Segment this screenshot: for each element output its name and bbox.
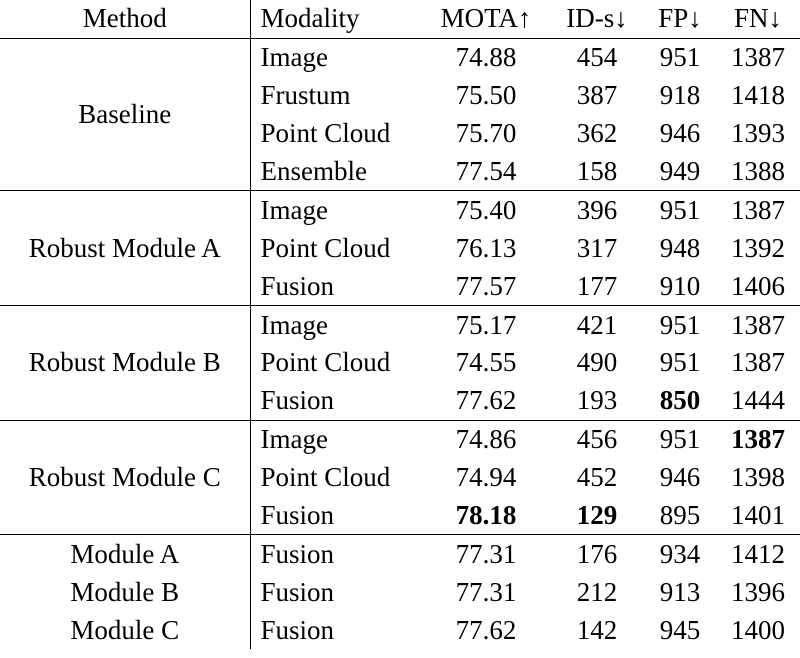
mota-cell: 74.88 [455, 42, 517, 73]
method-cell: Robust Module C [0, 420, 250, 535]
fp-cell: 945 [659, 614, 701, 645]
header-ids: ID-s↓ [566, 3, 628, 34]
mota-cell: 77.57 [455, 270, 517, 301]
fn-cell: 1401 [731, 500, 785, 531]
fp-cell: 951 [659, 309, 701, 340]
ids-cell: 396 [576, 194, 618, 225]
ids-cell: 142 [576, 614, 618, 645]
fp-cell: 949 [659, 156, 701, 186]
mota-cell: 75.70 [455, 118, 517, 149]
fp-cell: 951 [659, 424, 701, 455]
table-row [0, 306, 800, 344]
mota-cell: 77.31 [455, 576, 517, 607]
fn-cell: 1387 [731, 347, 785, 378]
table-row [0, 535, 800, 573]
ids-cell: 452 [576, 462, 618, 493]
ids-cell: 158 [576, 156, 618, 186]
table-row [0, 191, 800, 229]
ids-cell: 193 [576, 385, 618, 416]
mota-cell: 74.55 [455, 347, 517, 378]
fp-cell: 951 [659, 194, 701, 225]
group-modules [0, 535, 800, 649]
fp-cell: 951 [659, 347, 701, 378]
modality-cell: Frustum [260, 80, 351, 111]
fn-cell: 1388 [731, 156, 785, 186]
fn-cell-best: 1387 [731, 424, 785, 455]
ids-cell: 212 [576, 576, 618, 607]
modality-cell: Fusion [260, 614, 335, 645]
modality-cell: Point Cloud [260, 232, 391, 263]
fp-cell: 895 [659, 500, 701, 531]
modality-cell: Fusion [260, 270, 335, 301]
mota-cell: 75.50 [455, 80, 517, 111]
header-method: Method [0, 0, 250, 38]
group-robust-module-b [0, 306, 800, 421]
fp-cell: 934 [659, 538, 701, 569]
mota-cell: 75.17 [455, 309, 517, 340]
fp-cell: 918 [659, 80, 701, 111]
ids-cell: 176 [576, 538, 618, 569]
modality-cell: Fusion [260, 538, 335, 569]
ids-cell: 177 [576, 270, 618, 301]
ids-cell-best: 129 [576, 500, 618, 531]
fn-cell: 1387 [731, 194, 785, 225]
modality-cell: Point Cloud [260, 118, 391, 149]
modality-cell: Fusion [260, 500, 335, 531]
modality-cell: Image [260, 424, 328, 455]
fn-cell: 1396 [731, 576, 785, 607]
mota-cell: 75.40 [455, 194, 517, 225]
fp-cell: 910 [659, 270, 701, 301]
method-cell: Robust Module A [0, 191, 250, 306]
table-row [0, 420, 800, 458]
table-row [0, 38, 800, 76]
modality-cell: Point Cloud [260, 347, 391, 378]
group-robust-module-a [0, 191, 800, 306]
header-mota: MOTA↑ [440, 3, 532, 34]
fp-cell: 951 [659, 42, 701, 73]
fp-cell: 946 [659, 118, 701, 149]
mota-cell: 77.62 [455, 385, 517, 416]
modality-cell: Image [260, 42, 328, 73]
fn-cell: 1398 [731, 462, 785, 493]
table-row [0, 611, 800, 649]
mota-cell: 77.54 [455, 156, 517, 186]
fp-cell: 946 [659, 462, 701, 493]
fp-cell: 948 [659, 232, 701, 263]
method-cell: Module A [0, 535, 250, 573]
header-modality: Modality [260, 3, 360, 34]
fn-cell: 1412 [731, 538, 785, 569]
group-robust-module-c [0, 420, 800, 535]
modality-cell: Ensemble [260, 156, 367, 186]
fp-cell-best: 850 [659, 385, 701, 416]
ids-cell: 456 [576, 424, 618, 455]
modality-cell: Fusion [260, 576, 335, 607]
fp-cell: 913 [659, 576, 701, 607]
fn-cell: 1406 [731, 270, 785, 301]
fn-cell: 1387 [731, 42, 785, 73]
mota-cell: 77.62 [455, 614, 517, 645]
mota-cell: 74.86 [455, 424, 517, 455]
ids-cell: 490 [576, 347, 618, 378]
mota-cell-best: 78.18 [455, 500, 517, 531]
fn-cell: 1418 [731, 80, 785, 111]
ids-cell: 317 [576, 232, 618, 263]
modality-cell: Image [260, 194, 328, 225]
fn-cell: 1400 [731, 614, 785, 645]
header-fp: FP↓ [658, 3, 702, 34]
table-row [0, 573, 800, 611]
modality-cell: Point Cloud [260, 462, 391, 493]
fn-cell: 1387 [731, 309, 785, 340]
method-cell: Robust Module B [0, 306, 250, 421]
ids-cell: 421 [576, 309, 618, 340]
fn-cell: 1393 [731, 118, 785, 149]
method-cell: Module B [0, 573, 250, 611]
header-fn: FN↓ [733, 3, 782, 34]
ids-cell: 362 [576, 118, 618, 149]
method-cell: Baseline [0, 38, 250, 191]
ids-cell: 387 [576, 80, 618, 111]
fn-cell: 1444 [731, 385, 785, 416]
modality-cell: Fusion [260, 385, 335, 416]
table-header [0, 0, 800, 38]
mota-cell: 77.31 [455, 538, 517, 569]
mota-cell: 74.94 [455, 462, 517, 493]
mota-cell: 76.13 [455, 232, 517, 263]
fn-cell: 1392 [731, 232, 785, 263]
method-cell: Module C [0, 611, 250, 649]
header-row [0, 0, 800, 38]
ids-cell: 454 [576, 42, 618, 73]
group-baseline [0, 38, 800, 191]
modality-cell: Image [260, 309, 328, 340]
